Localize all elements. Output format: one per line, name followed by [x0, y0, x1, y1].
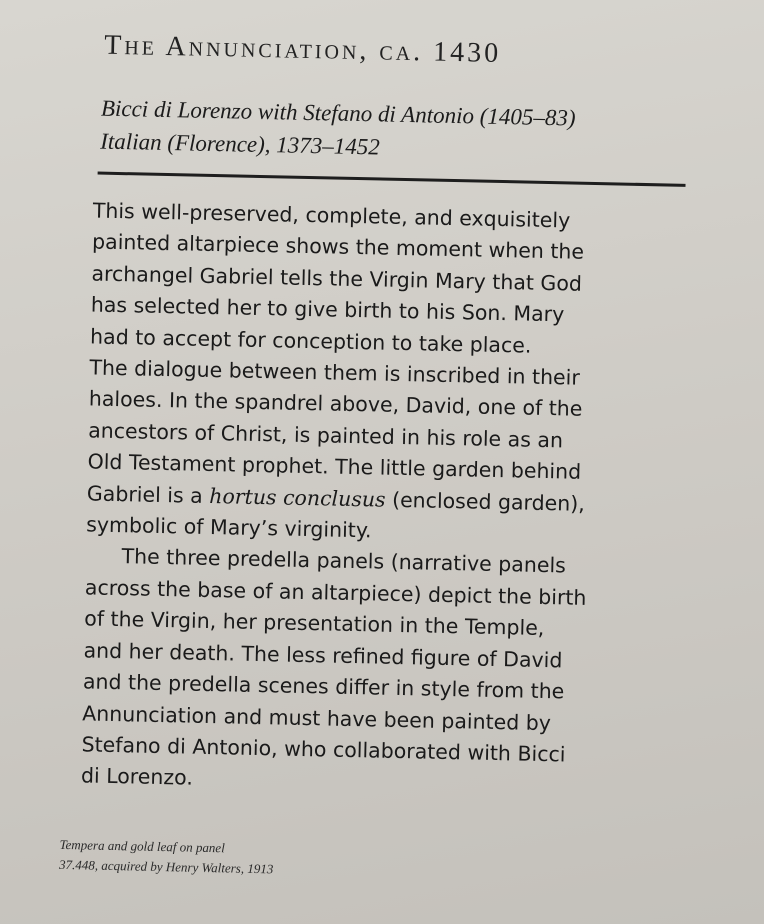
artist-names: Bicci di Lorenzo with Stefano di Antonio (1405–83) — [100, 95, 576, 131]
description-line: and her death. The less refined figure of David — [83, 638, 563, 673]
description-line: The dialogue between them is inscribed in their — [89, 355, 581, 390]
description-line: This well-preserved, complete, and exquisitely — [92, 198, 571, 233]
credit-line — [59, 835, 274, 879]
artwork-title: The Annunciation, ca. 1430 — [103, 29, 502, 69]
text-fragment: (enclosed garden), — [385, 487, 586, 516]
description-line: across the base of an altarpiece) depict the birth — [84, 575, 587, 610]
description-line: painted altarpiece shows the moment when the — [91, 229, 585, 265]
description-line: had to accept for conception to take place. — [89, 324, 532, 358]
description-text — [81, 195, 653, 803]
description-line: has selected her to give birth to his Son. Mary — [90, 292, 565, 327]
description-line: The three predella panels (narrative panels — [121, 544, 567, 578]
description-line: ancestors of Christ, is painted in his role as an — [87, 418, 564, 453]
medium-text: Tempera and gold leaf on panel — [59, 836, 225, 856]
description-line: Annunciation and must have been painted by — [82, 700, 552, 735]
italic-term: hortus conclusus — [209, 483, 386, 512]
accession-text: 37.448, acquired by Henry Walters, 1913 — [58, 856, 274, 877]
description-line: Stefano di Antonio, who collaborated with Bicci — [81, 732, 566, 767]
text-fragment: Gabriel is a — [86, 481, 210, 508]
description-line: Old Testament prophet. The little garden behind — [87, 449, 582, 484]
description-line: of the Virgin, her presentation in the Temple, — [84, 606, 545, 641]
artist-origin-dates: Italian (Florence), 1373–1452 — [100, 128, 381, 160]
artist-info — [100, 92, 576, 168]
description-line: symbolic of Mary’s virginity. — [86, 512, 372, 543]
description-line: archangel Gabriel tells the Virgin Mary that God — [91, 261, 583, 296]
divider-rule — [98, 172, 686, 187]
description-line: haloes. In the spandrel above, David, one of the — [88, 386, 583, 422]
description-line: di Lorenzo. — [80, 763, 194, 790]
description-line: and the predella scenes differ in style from the — [82, 669, 565, 704]
